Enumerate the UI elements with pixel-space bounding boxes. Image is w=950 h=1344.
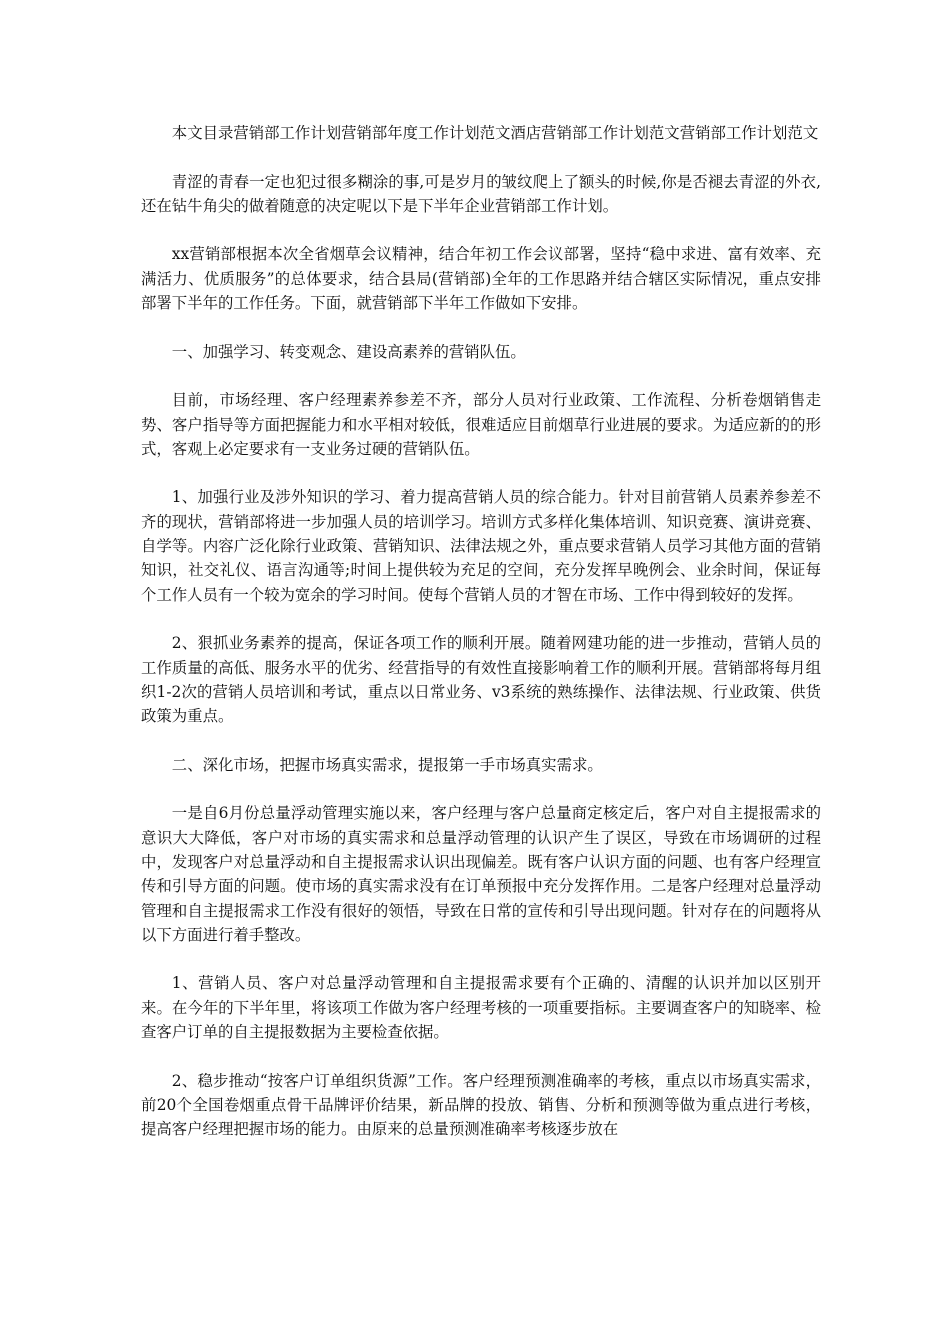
body-paragraph: 1、加强行业及涉外知识的学习、着力提高营销人员的综合能力。针对目前营销人员素养参差不齐的现状，营销部将进一步加强人员的培训学习。培训方式多样化集体培训、知识竞赛、演讲竞赛、自学等。内容广泛化除行业政策、营销知识、法律法规之外，重点要求营销人员学习其他方面的营销知识，社交礼仪、语言沟通等;时间上提供较为充足的空间，充分发挥早晚例会、业余时间，保证每个工作人员有一个较为宽余的学习时间。使每个营销人员的才智在市场、工作中得到较好的发挥。	[141, 488, 821, 604]
body-paragraph: 目前，市场经理、客户经理素养参差不齐，部分人员对行业政策、工作流程、分析卷烟销售走势、客户指导等方面把握能力和水平相对较低，很难适应目前烟草行业进展的要求。为适应新的的形式，客观上必定要求有一支业务过硬的营销队伍。	[141, 391, 821, 458]
body-paragraph: xx营销部根据本次全省烟草会议精神，结合年初工作会议部署，坚持“稳中求进、富有效率、充满活力、优质服务”的总体要求，结合县局(营销部)全年的工作思路并结合辖区实际情况，重点安排部署下半年的工作任务。下面，就营销部下半年工作做如下安排。	[141, 245, 821, 313]
document-body	[141, 121, 821, 1166]
body-paragraph: 1、营销人员、客户对总量浮动管理和自主提报需求要有个正确的、清醒的认识并加以区别开来。在今年的下半年里，将该项工作做为客户经理考核的一项重要指标。主要调查客户的知晓率、检查客户订单的自主提报数据为主要检查依据。	[141, 974, 821, 1041]
body-paragraph: 2、稳步推动“按客户订单组织货源”工作。客户经理预测准确率的考核，重点以市场真实需求，前20个全国卷烟重点骨干品牌评价结果，新品牌的投放、销售、分析和预测等做为重点进行考核，提高客户经理把握市场的能力。由原来的总量预测准确率考核逐步放在	[141, 1071, 821, 1139]
body-paragraph: 2、狠抓业务素养的提高，保证各项工作的顺利开展。随着网建功能的进一步推动，营销人员的工作质量的高低、服务水平的优劣、经营指导的有效性直接影响着工作的顺利开展。营销部将每月组织1-2次的营销人员培训和考试，重点以日常业务、v3系统的熟练操作、法律法规、行业政策、供货政策为重点。	[141, 634, 821, 726]
document-title: 本文目录营销部工作计划营销部年度工作计划范文酒店营销部工作计划范文营销部工作计划范文	[171, 124, 819, 142]
section-heading-1: 一、加强学习、转变观念、建设高素养的营销队伍。	[171, 342, 526, 361]
body-paragraph: 一是自6月份总量浮动管理实施以来，客户经理与客户总量商定核定后，客户对自主提报需求的意识大大降低，客户对市场的真实需求和总量浮动管理的认识产生了误区，导致在市场调研的过程中，发现客户对总量浮动和自主提报需求认识出现偏差。既有客户认识方面的问题、也有客户经理宣传和引导方面的问题。使市场的真实需求没有在订单预报中充分发挥作用。二是客户经理对总量浮动管理和自主提报需求工作没有很好的领悟，导致在日常的宣传和引导出现问题。针对存在的问题将从以下方面进行着手整改。	[141, 804, 821, 944]
intro-paragraph: 青涩的青春一定也犯过很多糊涂的事,可是岁月的皱纹爬上了额头的时候,你是否褪去青涩的外衣,还在钻牛角尖的做着随意的决定呢以下是下半年企业营销部工作计划。	[141, 172, 821, 215]
section-heading-2: 二、深化市场，把握市场真实需求，提报第一手市场真实需求。	[171, 755, 603, 774]
